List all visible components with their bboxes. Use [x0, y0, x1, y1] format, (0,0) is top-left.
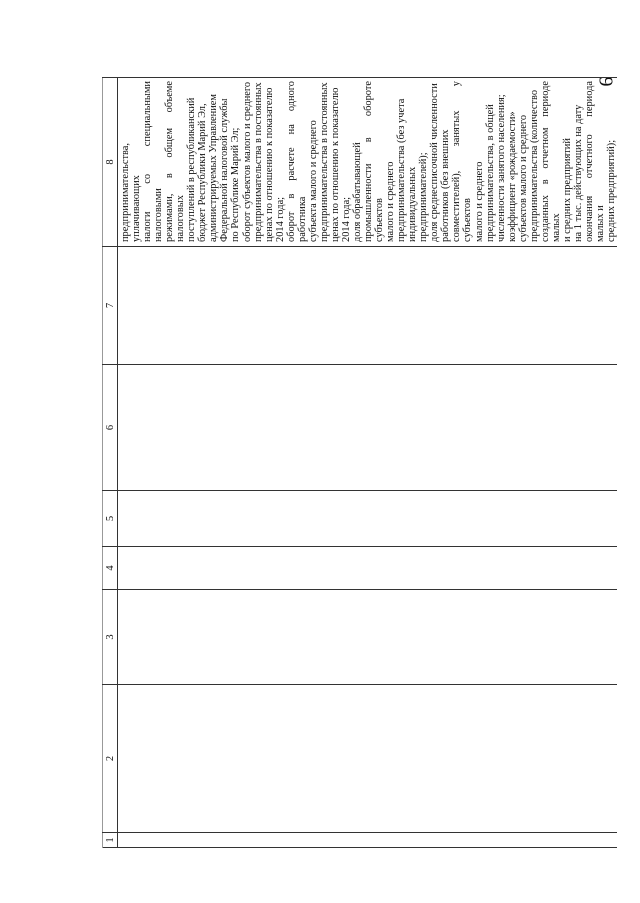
indicator-line: численности занятого населения;: [495, 94, 507, 242]
indicator-line: малого и среднего: [473, 161, 485, 242]
indicator-line: индивидуальных предпринимателей);: [407, 152, 430, 242]
indicator-line: оборот субъектов малого и среднего: [241, 81, 253, 242]
indicator-line: и средних предприятий: [561, 138, 573, 242]
header-col-5: 5: [103, 491, 118, 547]
header-col-8: 8: [103, 78, 118, 247]
indicator-line: предпринимательства (количество: [528, 89, 540, 242]
indicator-line: 2014 года;: [274, 196, 286, 242]
indicator-line: субъектов малого и среднего: [517, 114, 529, 242]
header-col-7: 7: [103, 247, 118, 365]
indicator-line: предпринимательства в постоянных: [318, 82, 330, 242]
indicator-line: предпринимательства, в общей: [484, 104, 496, 242]
indicator-line: ценах по отношению к показателю: [263, 87, 275, 242]
cell-col-7: [118, 247, 618, 365]
cell-col-3: [118, 590, 618, 685]
indicator-line: администрируемых Управлением: [208, 94, 220, 242]
cell-col-1: [118, 833, 618, 848]
indicator-line: созданных в отчетном периоде малых: [539, 81, 562, 242]
indicator-line: малого и среднего: [385, 161, 397, 242]
header-col-3: 3: [103, 590, 118, 685]
cell-col-6: [118, 365, 618, 491]
header-row: [103, 78, 118, 848]
cell-col-5: [118, 491, 618, 547]
table-row: [118, 78, 618, 848]
header-col-6: 6: [103, 365, 118, 491]
indicator-line: на 1 тыс. действующих на дату: [572, 104, 584, 242]
page-number: 9: [594, 76, 617, 87]
indicator-line: предпринимательства, уплачивающих: [120, 142, 143, 242]
header-col-1: 1: [103, 833, 118, 848]
indicator-line: субъекта малого и среднего: [307, 120, 319, 242]
header-col-4: 4: [103, 547, 118, 590]
indicator-line: оборот в расчете на одного работника: [285, 81, 308, 242]
data-table: [102, 77, 617, 848]
indicator-line: по Республике Марий Эл;: [230, 127, 242, 242]
indicator-line: доля среднесписочной численности: [429, 83, 441, 242]
indicator-line: окончания отчетного периода малых и: [583, 81, 607, 242]
indicator-line: предпринимательства (без учета: [396, 98, 408, 242]
indicator-line: доля обрабатывающей: [351, 142, 363, 242]
indicator-line: поступлений в республиканский: [186, 97, 198, 242]
indicator-line: налоги со специальными налоговыми: [142, 81, 165, 242]
indicator-line: бюджет Республики Марий Эл,: [197, 103, 209, 242]
indicator-line: ценах по отношению к показателю: [329, 87, 341, 242]
cell-col-2: [118, 685, 618, 833]
cell-col-8-indicators: [118, 78, 618, 247]
indicator-line: промышленности в обороте субъектов: [363, 81, 386, 242]
indicator-line: средних предприятий);: [606, 139, 618, 242]
indicator-line: режимами, в общем объеме налоговых: [164, 81, 187, 242]
indicator-line: коэффициент «рождаемости»: [506, 111, 518, 242]
rotated-table-area: [102, 78, 618, 848]
indicator-line: 2014 года;: [340, 196, 352, 242]
cell-col-4: [118, 547, 618, 590]
indicator-line: совместителей), занятых у субъектов: [451, 81, 474, 242]
indicator-line: Федеральной налоговой службы: [219, 98, 231, 242]
indicator-line: работников (без внешних: [440, 129, 452, 242]
header-col-2: 2: [103, 685, 118, 833]
indicator-line: предпринимательства в постоянных: [252, 82, 264, 242]
